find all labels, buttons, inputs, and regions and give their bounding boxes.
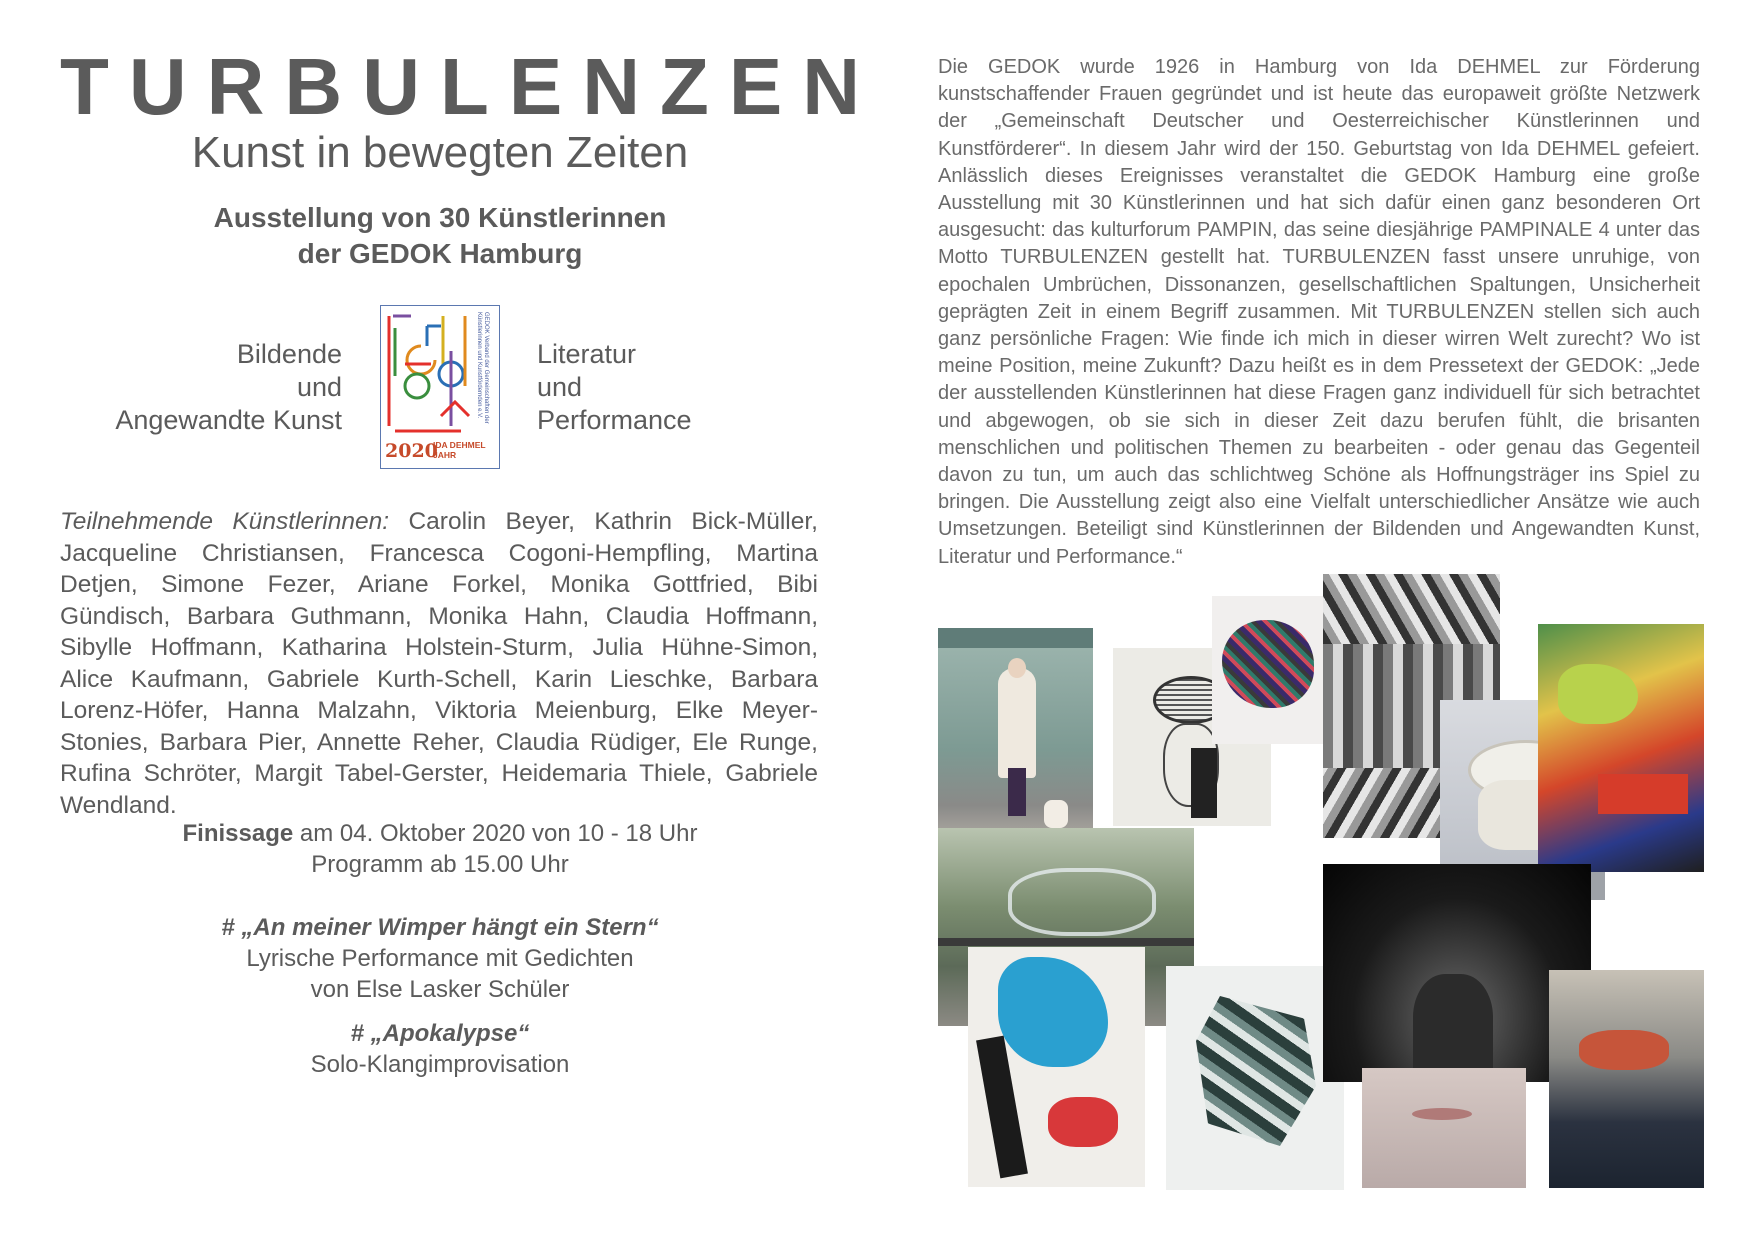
- exhibition-line-2: der GEDOK Hamburg: [297, 238, 583, 269]
- artwork-knitted-object: [1212, 596, 1324, 744]
- artwork-shards: [1166, 966, 1344, 1190]
- discipline-line: und: [537, 372, 583, 402]
- participants-names: Carolin Beyer, Kathrin Bick-Müller, Jacqueline Christiansen, Francesca Cogoni-Hempfling, Martina Detjen, Simone Fezer, Ariane Forkel, Monika Gottfried, Bibi Gündisch, Barbara Guthmann, Monika Hahn, Claudia Hoffmann, Sibylle Hoffmann, Katharina Holstein-Sturm, Julia Hühne-Simon, Alice Kaufmann, Gabriele Kurth-Schell, Karin Lieschke, Barbara Lorenz-Höfer, Hanna Malzahn, Viktoria Meienburg, Elke Meyer-Stonies, Barbara Pier, Annette Reher, Claudia Rüdiger, Ele Runge, Rufina Schröter, Margit Tabel-Gerster, Heidemaria Thiele, Gabriele Wendland.: [60, 508, 818, 819]
- logo-year: 2020: [385, 440, 438, 462]
- participants-label: Teilnehmende Künstlerinnen:: [60, 508, 390, 535]
- finissage-block: [60, 818, 820, 880]
- program-item-2: [60, 1018, 820, 1080]
- artwork-dark-abstract: [1549, 970, 1704, 1188]
- logo-side-text: GEDOK Verband der Gemeinschaften der Künstlerinnen und Kunstfördernden e.V.: [476, 312, 489, 424]
- logo-caption: IDA DEHMEL JAHR: [433, 440, 486, 460]
- program-line: Lyrische Performance mit Gedichten: [246, 945, 634, 972]
- exhibition-heading: [60, 200, 820, 272]
- artwork-abstract-painting-color: [1538, 624, 1704, 872]
- finissage-text: am 04. Oktober 2020 von 10 - 18 Uhr: [299, 820, 698, 847]
- artwork-blue-abstract: [968, 947, 1145, 1187]
- discipline-line: Bildende: [236, 339, 342, 369]
- disciplines-left: [60, 338, 342, 437]
- gedok-logo: [380, 305, 500, 469]
- about-text: Die GEDOK wurde 1926 in Hamburg von Ida DEHMEL zur Förderung kunstschaffender Frauen gegründet und ist heute das europaweit größte Netzwerk der „Gemeinschaft Deutscher und Oesterreichischer Künstlerinnen und Kunstförderer“. In diesem Jahr wird der 150. Geburtstag von Ida DEHMEL gefeiert. Anlässlich dieses Ereignisses veranstaltet die GEDOK Hamburg eine große Ausstellung mit 30 Künstlerinnen und hat sich dafür einen ganz besonderen Ort ausgesucht: das kulturforum PAMPIN, das seine diesjährige PAMPINALE 4 unter das Motto TURBULENZEN gestellt hat. TURBULENZEN fasst unsere unruhige, von epochalen Umbrüchen, Dissonanzen, gesellschaftlichen Spaltungen, Unsicherheit geprägten Zeit in einem Begriff zusammen. Mit TURBULENZEN stellen sich auch ganz persönliche Fragen: Wie finde ich mich in dieser wirren Welt zurecht? Wo ist meine Position, meine Zukunft? Dazu heißt es in dem Pressetext der GEDOK: „Jede der ausstellenden Künstlerinnen hat diese Fragen ganz individuell für sich betrachtet und abgewogen, ob sie sich in dieser Zeit dazu berufen fühlt, die brisanten menschlichen und politischen Themen zu bearbeiten - oder genau das Gegenteil davon zu tun, um auch das schlichtweg Schöne als Hoffnungsträger ins Spiel zu bringen. Die Ausstellung zeigt also eine Vielfalt unterschiedlicher Ansätze wie auch Umsetzungen. Beteiligt sind Künstlerinnen der Bildenden und Angewandten Kunst, Literatur und Performance.“: [938, 56, 1700, 568]
- program-title: # „An meiner Wimper hängt ein Stern“: [221, 914, 659, 941]
- program-line: von Else Lasker Schüler: [310, 976, 570, 1003]
- page-subtitle: Kunst in bewegten Zeiten: [191, 128, 689, 177]
- discipline-line: Angewandte Kunst: [115, 405, 342, 435]
- discipline-line: und: [296, 372, 342, 402]
- artwork-face-photo: [1362, 1068, 1526, 1188]
- finissage-label: Finissage: [182, 820, 294, 847]
- discipline-line: Literatur: [537, 339, 637, 369]
- page-title: TURBULENZEN: [60, 42, 880, 131]
- artwork-photo-woman-dog: [938, 628, 1093, 850]
- discipline-line: Performance: [537, 405, 692, 435]
- program-item-1: [60, 912, 820, 1005]
- finissage-program: Programm ab 15.00 Uhr: [311, 851, 569, 878]
- program-line: Solo-Klangimprovisation: [310, 1051, 570, 1078]
- program-title: # „Apokalypse“: [350, 1020, 530, 1047]
- participants-list: [60, 506, 818, 821]
- exhibition-line-1: Ausstellung von 30 Künstlerinnen: [213, 202, 667, 233]
- disciplines-right: [537, 338, 797, 437]
